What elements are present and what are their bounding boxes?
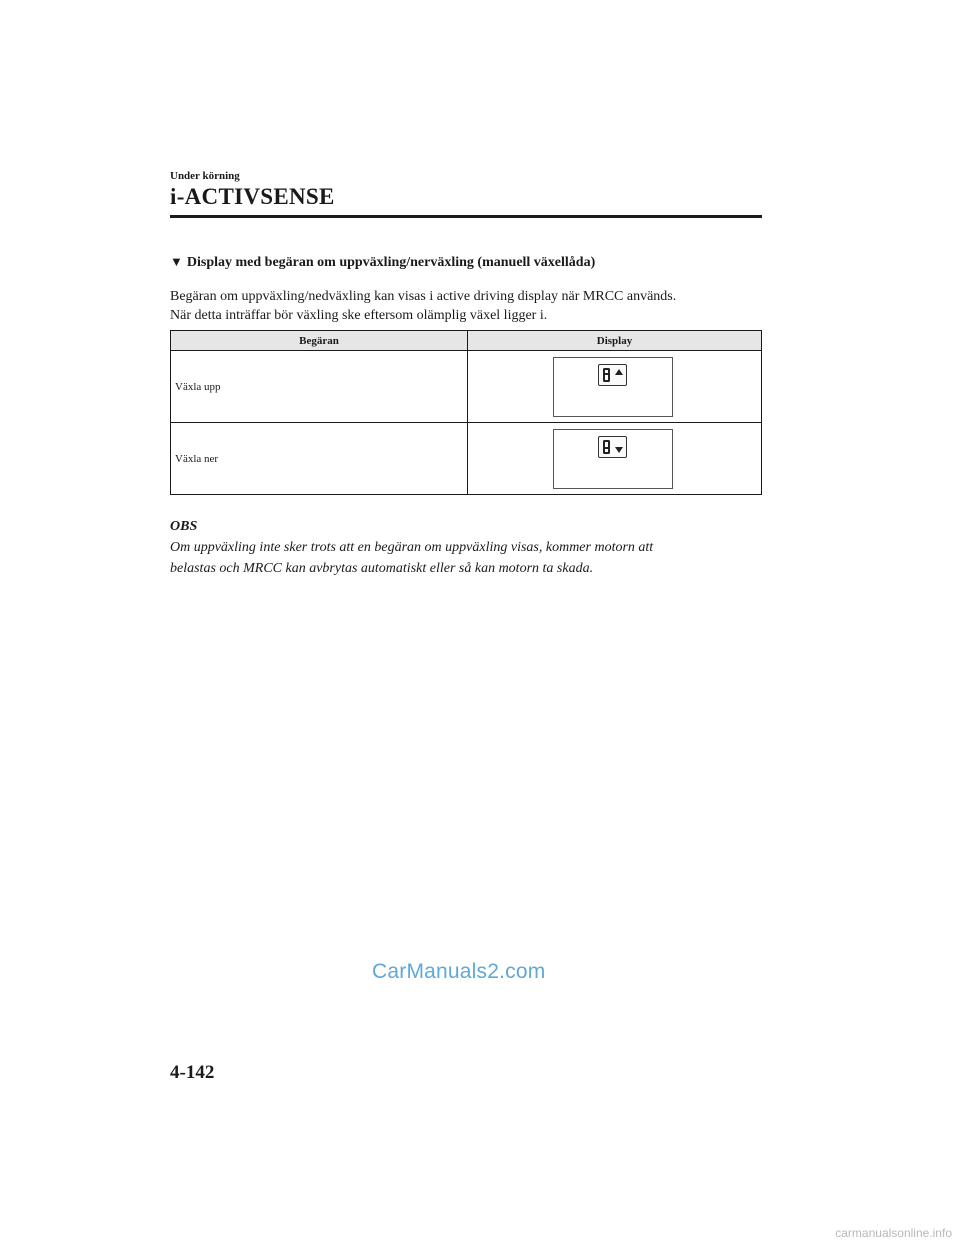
column-header-display: Display bbox=[468, 331, 762, 351]
note-label: OBS bbox=[170, 519, 198, 534]
column-header-request: Begäran bbox=[171, 331, 468, 351]
table-header-row bbox=[171, 331, 762, 351]
request-cell: Växla ner bbox=[171, 423, 468, 495]
request-display-table bbox=[170, 330, 762, 495]
header-divider bbox=[170, 215, 762, 218]
chapter-title: i-ACTIVSENSE bbox=[170, 184, 335, 209]
table-row bbox=[171, 423, 762, 495]
table-row bbox=[171, 351, 762, 423]
body-line-1: Begäran om uppväxling/nedväxling kan visas i active driving display när MRCC används. bbox=[170, 289, 677, 304]
display-cell bbox=[468, 351, 762, 423]
display-screen bbox=[553, 357, 673, 417]
shift-down-icon bbox=[598, 436, 627, 458]
footer-site-url: carmanualsonline.info bbox=[835, 1226, 952, 1240]
display-cell bbox=[468, 423, 762, 495]
page-number: 4-142 bbox=[170, 1062, 215, 1083]
triangle-marker-icon: ▼ bbox=[170, 254, 183, 269]
watermark-text: CarManuals2.com bbox=[372, 960, 546, 983]
request-cell: Växla upp bbox=[171, 351, 468, 423]
body-paragraph bbox=[170, 287, 770, 325]
display-screen bbox=[553, 429, 673, 489]
subheading-text: Display med begäran om uppväxling/nerväxling (manuell växellåda) bbox=[186, 255, 596, 270]
note-block bbox=[170, 516, 653, 579]
note-line-1: Om uppväxling inte sker trots att en begäran om uppväxling visas, kommer motorn att bbox=[170, 540, 654, 555]
section-label: Under körning bbox=[170, 170, 240, 182]
shift-up-icon bbox=[598, 364, 627, 386]
body-line-2: När detta inträffar bör växling ske eftersom olämplig växel ligger i. bbox=[170, 308, 548, 323]
subheading bbox=[170, 254, 595, 271]
note-line-2: belastas och MRCC kan avbrytas automatiskt eller så kan motorn ta skada. bbox=[170, 561, 594, 576]
